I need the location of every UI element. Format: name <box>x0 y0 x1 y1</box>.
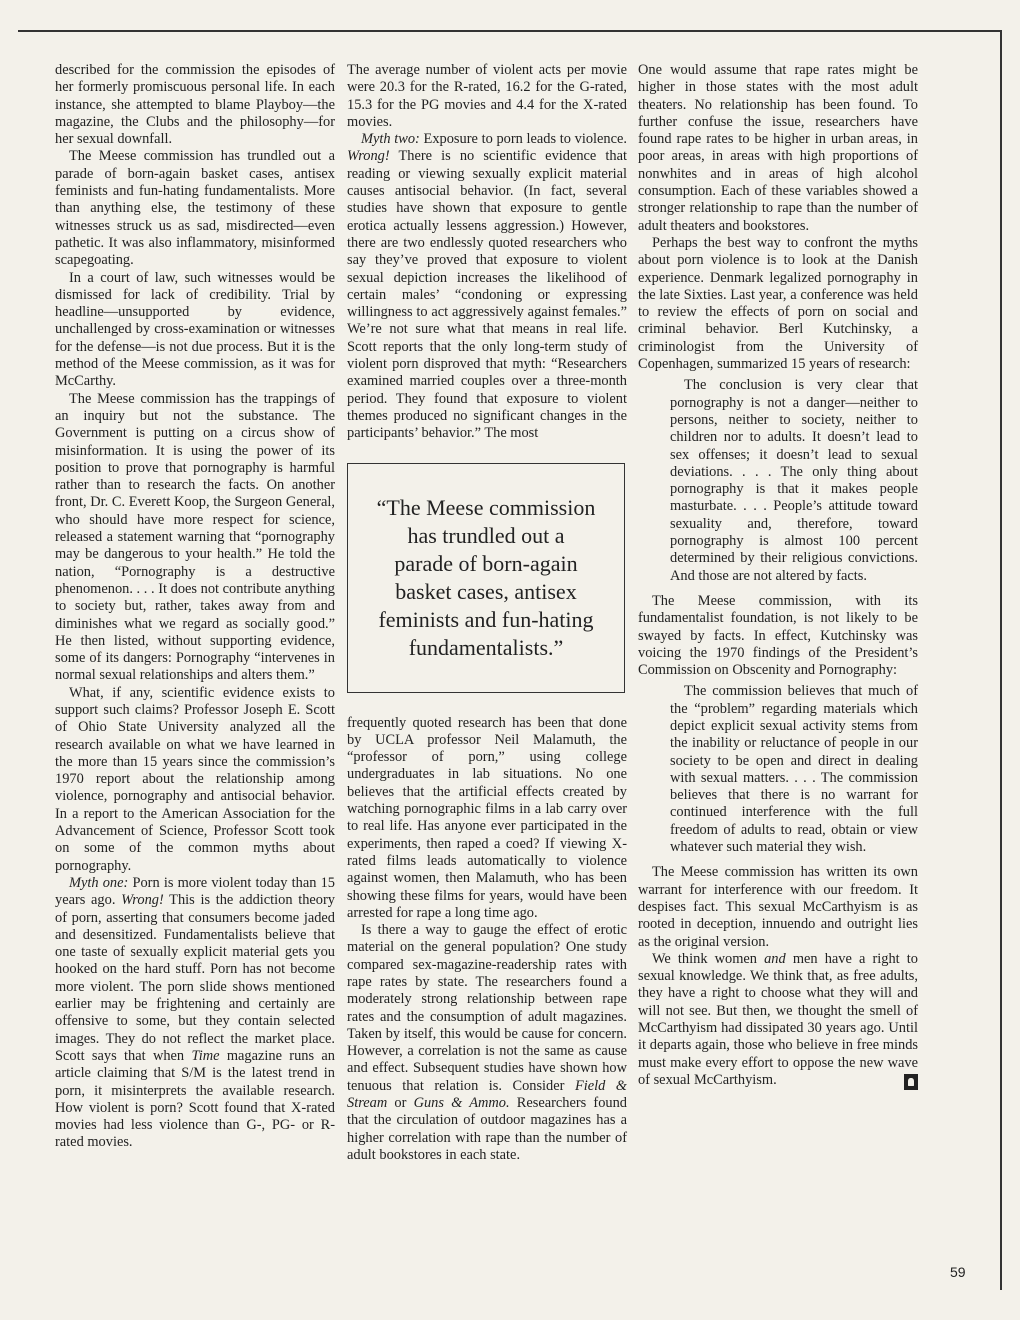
text-run: Porn is more violent today than 15 years ago. <box>55 874 335 909</box>
text-run: or <box>387 1095 414 1112</box>
text-run: We think women <box>652 950 765 967</box>
pull-quote-line: has trundled out a <box>407 522 565 548</box>
text-run: men have a right to sexual knowledge. We think that, as free adults, they have a right to choose what they will and will not see. But then, we thought the smell of McCarthyism had dissipated 30 years ago. Until it departs again, those who believe in free minds must make every effort to oppose the new wave of sexual McCarthyism. <box>638 950 918 1088</box>
column-3 <box>638 62 918 1090</box>
pull-quote-line: parade of born-again <box>394 550 578 576</box>
paragraph: Perhaps the best way to confront the myths about porn violence is to look at the Danish experience. Denmark legalized pornography in the late Sixties. Last year, a conference was held to review the effects of porn on social and criminal behavior. Berl Kutchinsky, a criminologist from the University of Copenhagen, summarized 15 years of research: <box>638 234 918 373</box>
paragraph <box>638 951 918 1089</box>
paragraph: The Meese commission, with its fundamentalist foundation, is not likely to be swayed by facts. In effect, Kutchinsky was voicing the 1970 findings of the President’s Commission on Obscenity and Pornography: <box>638 592 918 679</box>
block-quote <box>670 377 918 585</box>
paragraph-myth-two <box>347 131 627 442</box>
paragraph: In a court of law, such witnesses would be dismissed for lack of credibility. Trial by headline—unsupported by evidence, unchallenged by cross-examination or witnesses for the defense—is not due process. But it is the method of the Meese commission, as it was for McCarthy. <box>55 269 335 390</box>
paragraph: The Meese commission has trundled out a parade of born-again basket cases, antisex feminists and fun-hating fundamentalists. More than anything else, the testimony of these witnesses struck us as sad, misdirected—even pathetic. It was also inflammatory, misinformed scapegoating. <box>55 148 335 269</box>
rabbit-head-icon <box>904 1074 918 1090</box>
text-run: magazine runs an article claiming that S/M is the latest trend in porn, it misinterprets the available research. How violent is porn? Scott found that X-rated movies had less violence than G-, PG- or R-rated movies. <box>55 1047 335 1151</box>
paragraph: described for the commission the episodes of her formerly promiscuous personal life. In each instance, she attempted to blame Playboy—the magazine, the Clubs and the philosophy—for her sexual downfall. <box>55 62 335 148</box>
column-2 <box>347 62 627 1164</box>
paragraph: What, if any, scientific evidence exists to support such claims? Professor Joseph E. Scott of Ohio State University analyzed all the research available on what we have learned in the more than 15 years since the commission’s 1970 report about the relationship among violence, pornography and antisocial behavior. In a report to the American Association for the Advancement of Science, Professor Scott took on some of the common myths about pornography. <box>55 684 335 874</box>
myth-label: Myth one: <box>69 874 129 891</box>
emphasis: and <box>764 950 786 967</box>
block-quote-text: The conclusion is very clear that pornography is not a danger—neither to persons, neither to society, neither to children nor to adults. It doesn’t lead to sex offenses; it doesn’t lead to sexual deviations. . . . The only thing about pornography is that it makes people masturbate. . . . People’s attitude toward sexuality and, therefore, toward pornography is almost 100 percent determined by their religious convictions. And those are not altered by facts. <box>670 377 918 584</box>
pull-quote-line: basket cases, antisex <box>395 578 577 604</box>
text-run: Researchers found that the circulation of outdoor magazines has a higher correlation with rape than the number of adult bookstores in each state. <box>347 1095 627 1163</box>
magazine-name: Guns & Ammo. <box>413 1095 510 1112</box>
paragraph: frequently quoted research has been that done by UCLA professor Neil Malamuth, the “professor of porn,” using college undergraduates in lab situations. No one believes that the artificial effects created by watching pornographic films in a lab carry over to real life. Has anyone ever participated in the experiments, then raped a coed? If viewing X-rated films leads automatically to violence against women, then Malamuth, who has been showing these films for years, would have been arrested for rape a long time ago. <box>347 714 627 921</box>
text-run: Is there a way to gauge the effect of erotic material on the general population? One study compared sex-magazine-readership rates with rape rates by state. The researchers found a moderately strong relationship between rape rates and the consumption of adult magazines. Taken by itself, this would be cause for concern. However, a correlation is not the same as cause and effect. Subsequent studies have shown how tenuous that relation is. Consider <box>347 922 627 1094</box>
paragraph: One would assume that rape rates might be higher in those states with the most adult theaters. No relationship has been found. To further confuse the issue, researchers have found rape rates to be higher in urban areas, in poor areas, in areas with high proportions of nonwhites and in areas of high alcohol consumption. Each of these variables showed a stronger relationship to rape than the number of adult theaters and bookstores. <box>638 62 918 234</box>
paragraph-myth-one <box>55 875 335 1152</box>
wrong-label: Wrong! <box>347 148 390 165</box>
paragraph: The Meese commission has the trappings of an inquiry but not the substance. The Government is putting on a circus show of misinformation. It is using the power of its position to prove that pornography is harmful rather than to research the facts. On another front, Dr. C. Everett Koop, the Surgeon General, who should have more respect for science, released a statement warning that “pornography may be dangerous to your health.” He told the nation, “Pornography is a destructive phenomenon. . . . It does not contribute anything to society but, rather, takes away from and diminishes what we regard as socially good.” He then listed, without supporting evidence, some of its dangers: Pornography “intervenes in normal sexual relationships and alters them.” <box>55 390 335 684</box>
text-run: There is no scientific evidence that reading or viewing sexually explicit material causes antisocial behavior. (In fact, several studies have shown that exposure to gentle erotica actually lessens aggression.) However, there are two endlessly quoted researchers who say they’ve proved that exposure to violent sexual depiction increases the likelihood of certain males’ “condoning or expressing willingness to act aggressively against females.” We’re not sure what that means in real life. Scott reports that the only long-term study of violent porn disproved that myth: “Researchers examined married couples over a three-month period. They found that exposure to violent themes produced no significant changes in the participants’ behavior.” The most <box>347 148 627 442</box>
wrong-label: Wrong! <box>121 892 164 909</box>
text-run: Exposure to porn leads to violence. <box>419 131 627 148</box>
pull-quote-line: feminists and fun-hating <box>378 606 594 632</box>
block-quote <box>670 683 918 856</box>
pull-quote <box>347 463 625 693</box>
myth-label: Myth two: <box>361 131 420 148</box>
block-quote-text: The commission believes that much of the “problem” regarding materials which depict explicit sexual activity stems from the inability or reluctance of people in our society to be open and direct in dealing with sexual matters. . . . The commission believes that there is no warrant for continued interference with the full freedom of adults to read, obtain or view whatever such material they wish. <box>670 683 918 856</box>
magazine-name: Field & Stream <box>347 1077 627 1112</box>
paragraph <box>347 922 627 1164</box>
column-1 <box>55 62 335 1152</box>
text-run: This is the addiction theory of porn, asserting that consumers become jaded and desensitized. Fundamentalists believe that one taste of sexually explicit material gets you hooked on the hard stuff. Porn has not become more violent. The porn slide shows mentioned earlier may be frightening and certainly are offensive to some, but they contain selected images. They do not reflect the market place. Scott says that when <box>55 892 335 1064</box>
paragraph: The average number of violent acts per movie were 20.3 for the R-rated, 16.2 for the G-rated, 15.3 for the PG movies and 4.4 for the X-rated movies. <box>347 62 627 130</box>
magazine-name: Time <box>191 1047 220 1064</box>
pull-quote-line: “The Meese commission <box>376 494 596 520</box>
pull-quote-line: fundamentalists.” <box>408 634 564 660</box>
page-number: 59 <box>950 1264 966 1280</box>
paragraph: The Meese commission has written its own warrant for interference with our freedom. It despises fact. This sexual McCarthyism is as rooted in deception, innuendo and outright lies as the original version. <box>638 864 918 950</box>
